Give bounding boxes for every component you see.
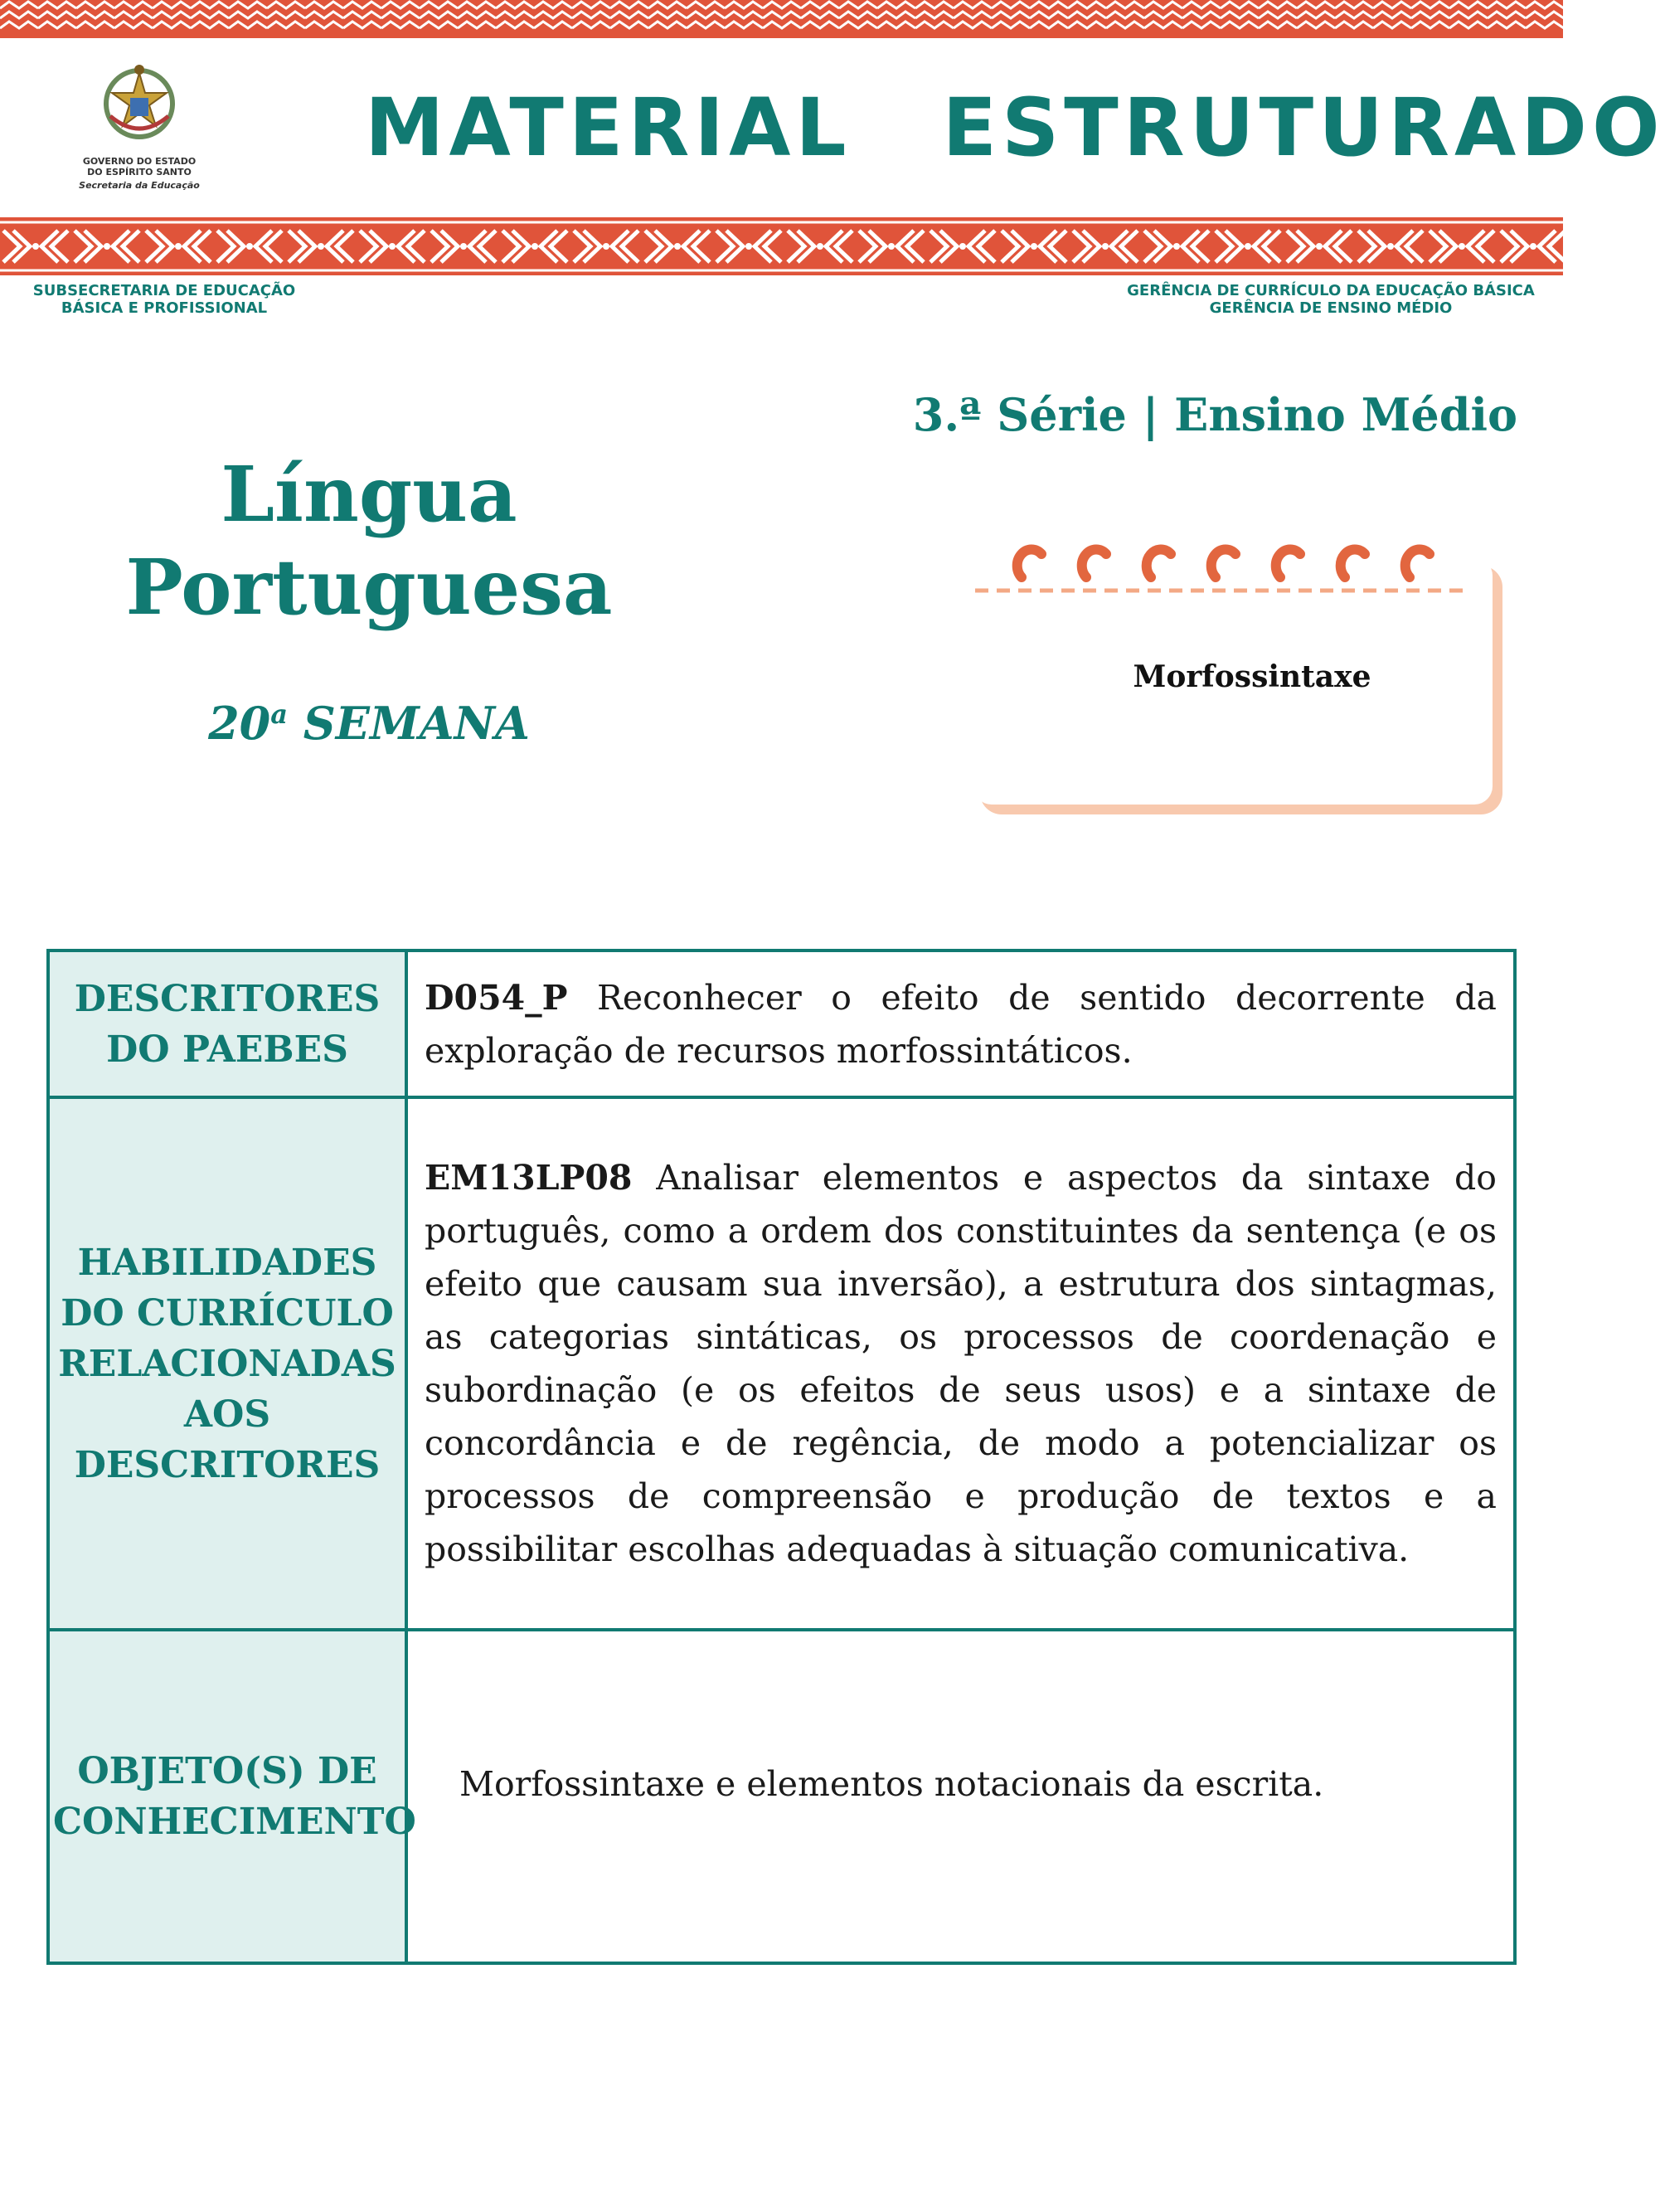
row-header-objeto: OBJETO(S) DE CONHECIMENTO [48, 1630, 406, 1963]
week-number: 20 [208, 697, 271, 750]
week-word: SEMANA [303, 697, 530, 750]
state-logo [73, 58, 206, 199]
table-row [48, 950, 1515, 1097]
subject-title [100, 448, 638, 634]
logo-secretaria: Secretaria da Educação [79, 180, 200, 191]
middle-decorative-band [0, 217, 1563, 275]
notebook-topic: Morfossintaxe [1133, 659, 1371, 694]
logo-line-1: GOVERNO DO ESTADO [82, 156, 197, 167]
grade-level: 3.ª Série | Ensino Médio [912, 388, 1517, 441]
table-row [48, 1630, 1515, 1963]
row-body-descritores [406, 950, 1515, 1097]
sub-left-line-2: BÁSICA E PROFISSIONAL [61, 299, 268, 317]
descriptor-text: Reconhecer o efeito de sentido decorrente da exploração de recursos morfossintáticos. [425, 977, 1497, 1071]
week-label [100, 697, 638, 750]
logo-government-text [73, 156, 206, 177]
subsecretaria-label [23, 282, 305, 317]
banner-title [365, 81, 1665, 174]
row-header-descritores: DESCRITORES DO PAEBES [48, 950, 406, 1097]
logo-line-2: DO ESPÍRITO SANTO [87, 167, 192, 177]
subject-line-1: Língua [221, 450, 517, 539]
row-body-objeto: Morfossintaxe e elementos notacionais da escrita. [406, 1630, 1515, 1963]
sub-right-line-2: GERÊNCIA DE ENSINO MÉDIO [1209, 299, 1453, 317]
descriptors-table [46, 949, 1517, 1965]
banner-word-material: MATERIAL [365, 81, 852, 174]
row-body-habilidades [406, 1097, 1515, 1630]
banner-word-estruturado: ESTRUTURADO [942, 81, 1665, 174]
coat-of-arms-icon [94, 58, 185, 149]
sub-left-line-1: SUBSECRETARIA DE EDUCAÇÃO [32, 282, 296, 299]
gerencia-label [1111, 282, 1551, 317]
top-decorative-band [0, 0, 1563, 38]
skill-text: Analisar elementos e aspectos da sintaxe do português, como a ordem dos constituintes da sentença (e os efeito que causam sua inversão), a estrutura dos sintagmas, as categorias sintáticas, os processos de coordenação e subordinação (e os efeitos de seus usos) e a sintaxe de concordância e de regência, de modo a potencializar os processos de compreensão e produção de textos e a possibilitar escolhas adequadas à situação comunicativa. [425, 1158, 1497, 1569]
descriptor-code: D054_P [425, 977, 568, 1018]
sub-right-line-1: GERÊNCIA DE CURRÍCULO DA EDUCAÇÃO BÁSICA [1127, 282, 1535, 299]
skill-code: EM13LP08 [425, 1158, 633, 1198]
subject-line-2: Portuguesa [125, 542, 613, 632]
row-header-habilidades: HABILIDADES DO CURRÍCULO RELACIONADAS AOS DESCRITORES [48, 1097, 406, 1630]
week-suffix: a [270, 698, 288, 730]
table-row [48, 1097, 1515, 1630]
